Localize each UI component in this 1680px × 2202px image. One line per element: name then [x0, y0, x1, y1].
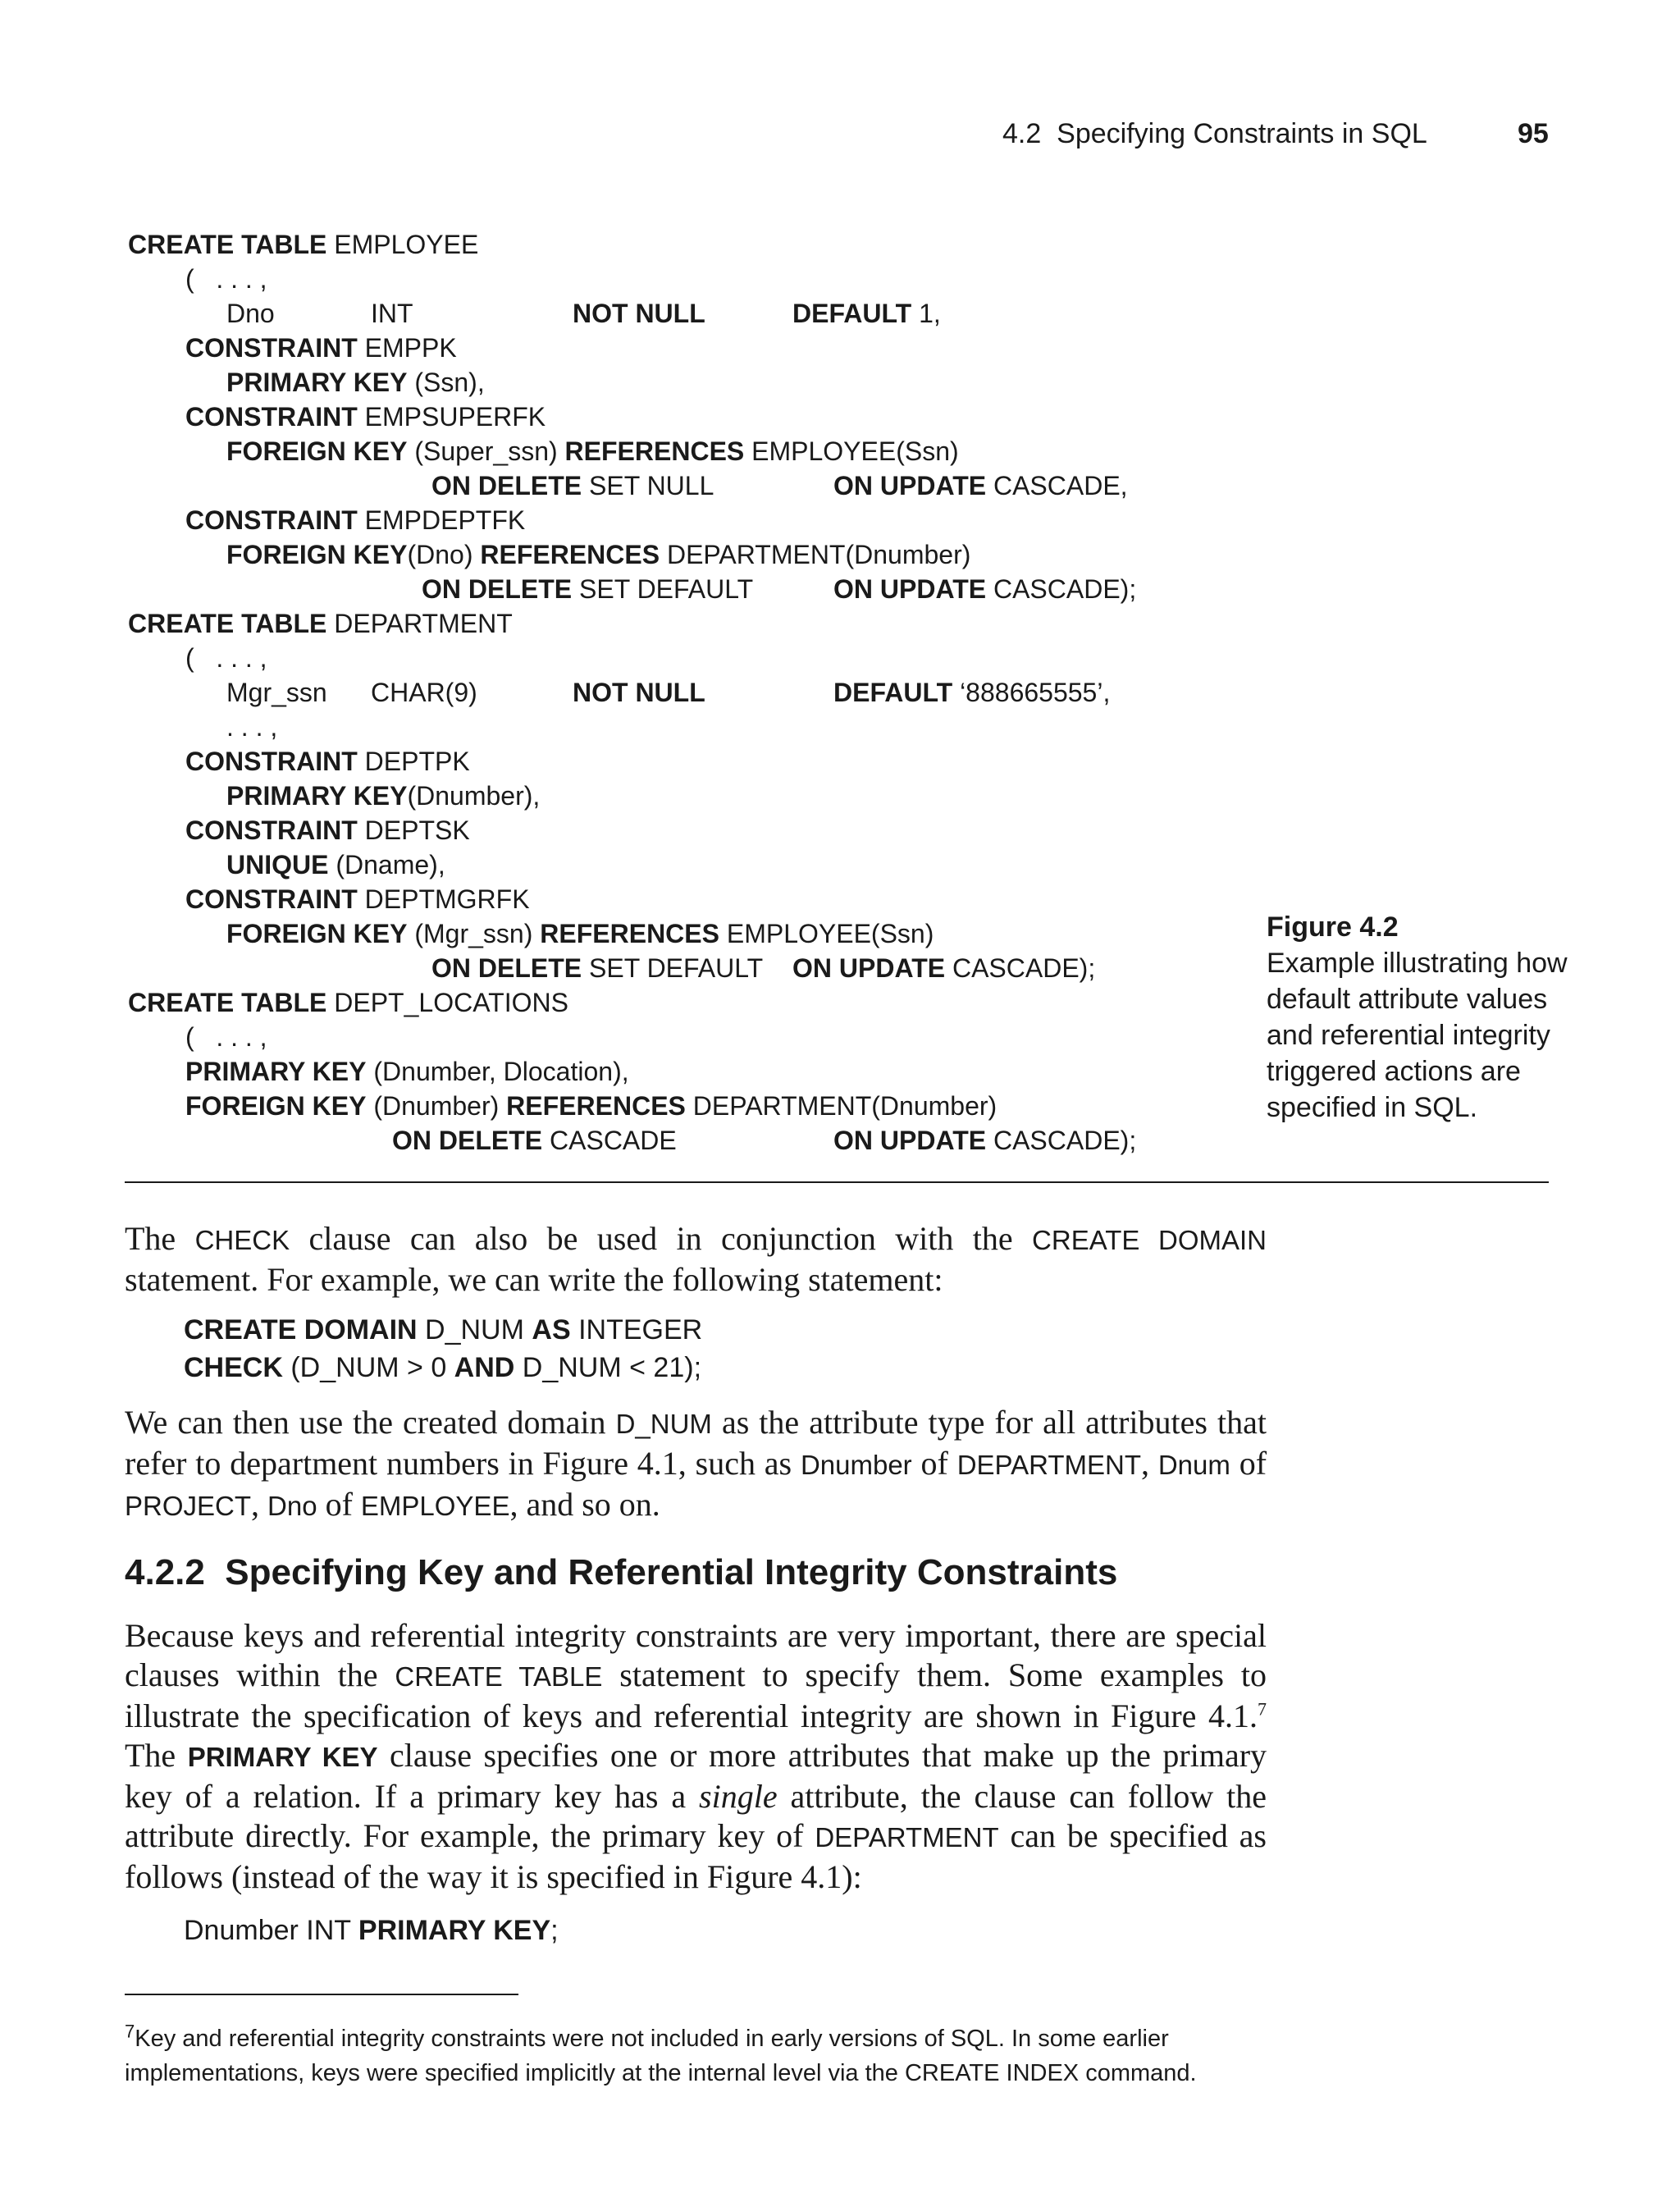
text-run: (Dnumber) [366, 1091, 507, 1121]
page-number: 95 [1518, 118, 1549, 149]
code-line [226, 779, 540, 812]
text-run: (Dnumber, Dlocation), [366, 1057, 629, 1086]
domain-code-line [184, 1311, 702, 1349]
sql-identifier: Dno [267, 1491, 317, 1521]
domain-code-line [184, 1349, 701, 1387]
code-line [226, 297, 275, 330]
sql-keyword: PRIMARY KEY [358, 1915, 551, 1946]
text-run: clause can also be used in conjunction with the [290, 1220, 1033, 1257]
text-run: The [125, 1737, 188, 1774]
text-run: , and so on. [509, 1486, 660, 1523]
code-line [573, 297, 705, 330]
sql-keyword: ON UPDATE [833, 471, 987, 500]
code-line [185, 745, 470, 778]
code-line [573, 676, 705, 709]
text-run: CASCADE); [986, 574, 1137, 604]
code-line [185, 331, 457, 364]
text-run: ( . . . , [185, 643, 267, 673]
sql-identifier: DEPARTMENT [815, 1822, 999, 1853]
text-run: CHAR(9) [371, 678, 477, 707]
text-run: DEPARTMENT [326, 609, 513, 638]
text-run: EMPDEPTFK [357, 505, 526, 535]
sql-keyword: ON DELETE [431, 953, 582, 983]
sql-keyword: CREATE TABLE [128, 609, 327, 638]
footnote [125, 2022, 1273, 2090]
sql-keyword: CONSTRAINT [185, 402, 358, 432]
code-line [833, 1124, 1136, 1157]
code-line [833, 573, 1136, 605]
sql-keyword: DEFAULT [833, 678, 953, 707]
text-run: The [125, 1220, 195, 1257]
sql-identifier: CHECK [194, 1225, 290, 1255]
text-run: CASCADE [542, 1126, 677, 1155]
text-run: 1, [911, 299, 941, 328]
text-run: INTEGER [570, 1314, 703, 1345]
text-run: as the attribute type for all attributes that refer to department numbers in Figure 4.1, such as [125, 1404, 1267, 1482]
text-run: DEPARTMENT(Dnumber) [660, 540, 971, 569]
sql-keyword: NOT NULL [573, 299, 705, 328]
text-run: , [1140, 1445, 1158, 1482]
running-header-section: 4.2 Specifying Constraints in SQL [1002, 118, 1427, 149]
code-line [185, 814, 470, 847]
text-run: EMPPK [357, 333, 457, 363]
text-run: DEPTMGRFK [357, 884, 530, 914]
sql-identifier: PROJECT [125, 1491, 252, 1521]
sql-keyword: CREATE TABLE [128, 988, 327, 1017]
text-run: of [1230, 1445, 1267, 1482]
code-line [226, 538, 970, 571]
sql-keyword: AS [532, 1314, 571, 1345]
code-line [226, 917, 934, 950]
code-line [185, 1090, 997, 1122]
sql-keyword: PRIMARY KEY [185, 1057, 367, 1086]
sql-keyword: CREATE TABLE [128, 230, 327, 259]
text-run: Because keys and referential integrity constraints are very important, there are special clauses within the [125, 1617, 1267, 1693]
sql-keyword: PRIMARY KEY [226, 368, 408, 397]
sql-keyword: CONSTRAINT [185, 505, 358, 535]
sql-keyword: ON DELETE [431, 471, 582, 500]
text-run: (Ssn), [407, 368, 485, 397]
paragraph-keys [125, 1616, 1267, 1897]
text-run: CASCADE, [986, 471, 1128, 500]
text-run: , [251, 1486, 268, 1523]
figure-caption [1267, 909, 1578, 1126]
sql-keyword: CREATE DOMAIN [184, 1314, 418, 1345]
text-run: EMPLOYEE(Ssn) [744, 436, 959, 466]
sql-keyword: ON DELETE [392, 1126, 543, 1155]
code-line [371, 676, 477, 709]
sql-keyword: FOREIGN KEY [226, 540, 408, 569]
sql-keyword: REFERENCES [480, 540, 660, 569]
sql-keyword: REFERENCES [540, 919, 719, 948]
sql-identifier: Dnum [1157, 1450, 1230, 1480]
text-run: D_NUM [417, 1314, 532, 1345]
text-run: Mgr_ssn [226, 678, 327, 707]
text-run: of [911, 1445, 957, 1482]
text-run: INT [371, 299, 413, 328]
text-run: EMPLOYEE(Ssn) [719, 919, 934, 948]
text-run: (Dname), [328, 850, 445, 879]
footnote-reference: 7 [1258, 1698, 1267, 1720]
sql-identifier: DEPARTMENT [956, 1450, 1141, 1480]
sql-keyword: ON UPDATE [792, 953, 946, 983]
sql-identifier: CREATE DOMAIN [1032, 1225, 1267, 1255]
text-run: . . . , [226, 712, 278, 742]
sql-keyword: NOT NULL [573, 678, 705, 707]
text-run: DEPARTMENT(Dnumber) [685, 1091, 998, 1121]
text-run: DEPTSK [357, 815, 470, 845]
sql-keyword: CONSTRAINT [185, 333, 358, 363]
text-run: SET DEFAULT [572, 574, 754, 604]
text-run: clause specifies one or more attributes that make up the primary key of a relation. If a primary key has a [125, 1737, 1267, 1815]
text-run: DEPTPK [357, 747, 470, 776]
text-run: (D_NUM > 0 [282, 1352, 454, 1383]
sql-identifier: CREATE TABLE [395, 1661, 603, 1692]
code-line [226, 435, 959, 468]
code-line [185, 263, 267, 295]
code-line [185, 1021, 267, 1053]
sql-keyword: ON UPDATE [833, 1126, 987, 1155]
text-run: CASCADE); [986, 1126, 1137, 1155]
text-run: ( . . . , [185, 1022, 267, 1052]
text-run: (Mgr_ssn) [407, 919, 541, 948]
code-line [185, 504, 525, 537]
sql-keyword: CONSTRAINT [185, 884, 358, 914]
text-run: ‘888665555’, [952, 678, 1111, 707]
code-line [185, 642, 267, 674]
sql-keyword: CHECK [184, 1352, 283, 1383]
figure-caption-title: Figure 4.2 [1267, 911, 1399, 943]
sql-keyword: ON DELETE [422, 574, 573, 604]
code-line [226, 366, 485, 399]
code-line [226, 676, 327, 709]
code-line [185, 883, 530, 916]
code-line [128, 607, 513, 640]
text-run: attribute, the clause can follow the attribute directly. For example, the primary key of [125, 1778, 1267, 1854]
text-run: statement. For example, we can write the following statement: [125, 1261, 943, 1298]
code-line [431, 469, 714, 502]
code-line [833, 676, 1110, 709]
code-line [833, 469, 1128, 502]
code-line [226, 848, 445, 881]
code-line [422, 573, 753, 605]
sql-identifier: D_NUM [615, 1409, 712, 1439]
sql-keyword: CONSTRAINT [185, 747, 358, 776]
text-run: (Super_ssn) [407, 436, 565, 466]
footnote-text: Key and referential integrity constraints were not included in early versions of SQL. In some earlier implementations, keys were specified implicitly at the internal level via the CREATE INDEX command. [125, 2026, 1197, 2086]
primary-key-code-line [184, 1912, 559, 1949]
sql-keyword: PRIMARY KEY [187, 1742, 378, 1772]
text-run: DEPT_LOCATIONS [326, 988, 568, 1017]
code-line [431, 952, 763, 985]
text-run: EMPLOYEE [326, 230, 479, 259]
text-run: Dno [226, 299, 275, 328]
paragraph-domain-usage [125, 1403, 1267, 1526]
text-run: of [317, 1486, 361, 1523]
code-line [392, 1124, 677, 1157]
text-run: (Dnumber), [407, 781, 541, 811]
footnote-marker: 7 [125, 2021, 135, 2042]
sql-identifier: Dnumber [800, 1450, 912, 1480]
sql-keyword: REFERENCES [506, 1091, 686, 1121]
footnote-rule [125, 1994, 518, 1995]
sql-keyword: PRIMARY KEY [226, 781, 408, 811]
text-run: SET DEFAULT [582, 953, 764, 983]
text-run: SET NULL [582, 471, 714, 500]
figure-bottom-rule [125, 1181, 1549, 1183]
text-run: Dnumber INT [184, 1915, 358, 1946]
sql-keyword: FOREIGN KEY [226, 919, 408, 948]
sql-keyword: FOREIGN KEY [226, 436, 408, 466]
sql-keyword: FOREIGN KEY [185, 1091, 367, 1121]
paragraph-check-clause [125, 1219, 1267, 1300]
text-run: D_NUM < 21); [514, 1352, 702, 1383]
text-run: EMPSUPERFK [357, 402, 546, 432]
sql-keyword: REFERENCES [564, 436, 745, 466]
code-line [128, 228, 478, 261]
text-run: We can then use the created domain [125, 1404, 616, 1441]
sql-keyword: UNIQUE [226, 850, 329, 879]
sql-keyword: DEFAULT [792, 299, 912, 328]
text-run: CASCADE); [945, 953, 1096, 983]
text-run: ; [550, 1915, 559, 1946]
sql-keyword: CONSTRAINT [185, 815, 358, 845]
emphasis: single [699, 1778, 778, 1815]
code-line [128, 986, 568, 1019]
text-run: statement to specify them. Some examples to illustrate the specification of keys and referential integrity are shown in Figure 4.1. [125, 1656, 1267, 1734]
sql-keyword: ON UPDATE [833, 574, 987, 604]
code-line [792, 952, 1095, 985]
code-line [792, 297, 941, 330]
section-heading: 4.2.2 Specifying Key and Referential Integrity Constraints [125, 1552, 1118, 1592]
sql-keyword: AND [454, 1352, 515, 1383]
text-run: ( . . . , [185, 264, 267, 294]
text-run: can be specified as follows (instead of the way it is specified in Figure 4.1): [125, 1817, 1267, 1895]
sql-identifier: EMPLOYEE [360, 1491, 510, 1521]
code-line [185, 1055, 629, 1088]
code-line [185, 400, 546, 433]
code-line [226, 710, 277, 743]
text-run: (Dno) [407, 540, 481, 569]
figure-caption-text: Example illustrating how default attribute values and referential integrity triggered actions are specified in SQL. [1267, 948, 1568, 1123]
code-line [371, 297, 413, 330]
